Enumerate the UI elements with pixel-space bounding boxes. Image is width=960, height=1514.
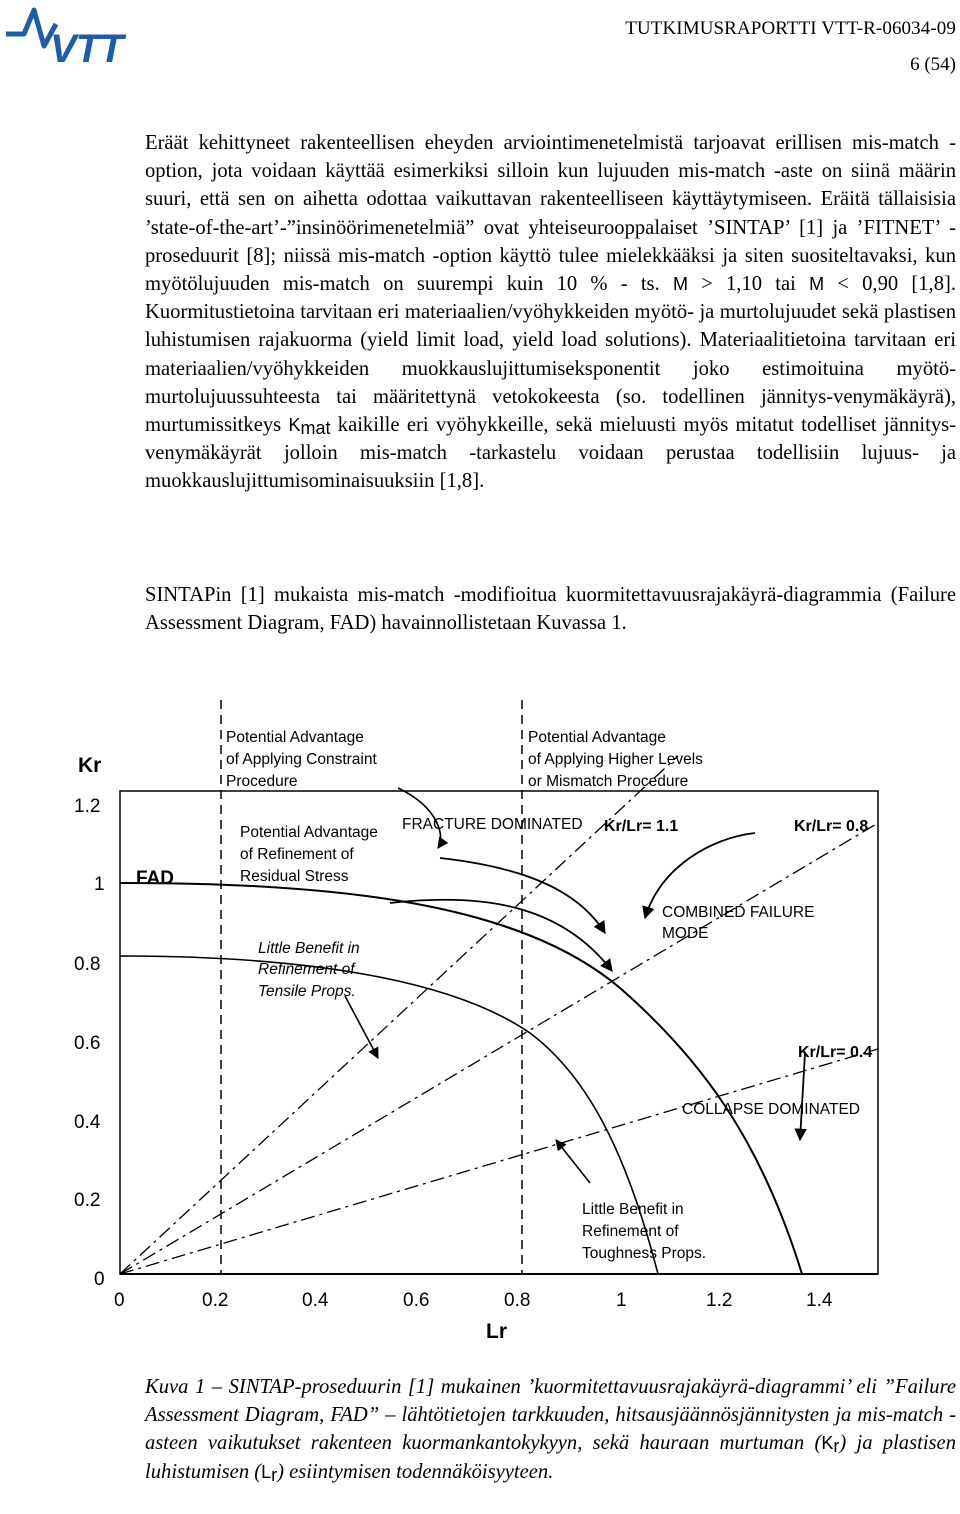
y-tick: 0 xyxy=(94,1269,105,1290)
y-axis-label: Kr xyxy=(78,754,102,777)
x-tick: 0.4 xyxy=(302,1290,329,1311)
x-tick: 1.2 xyxy=(706,1290,733,1311)
ratio-label-1-1: Kr/Lr= 1.1 xyxy=(604,818,679,835)
svg-text:of Applying Constraint: of Applying Constraint xyxy=(226,751,377,768)
svg-text:Residual Stress: Residual Stress xyxy=(240,868,349,885)
svg-text:Toughness Props.: Toughness Props. xyxy=(582,1245,707,1262)
arrow xyxy=(345,996,378,1058)
svg-text:Procedure: Procedure xyxy=(226,773,298,790)
load-line-0-4 xyxy=(120,1049,878,1274)
svg-text:Tensile Props.: Tensile Props. xyxy=(258,983,356,1000)
body-paragraph: Eräät kehittyneet rakenteellisen eheyden arviointimenetelmistä tarjoavat erillisen mis-match -option, jota voidaan käyttää esimerkiksi silloin kun lujuuden mis-match -aste on siinä määrin suuri, että sen on aihetta odottaa vaikuttavan rakenteelliseen käyttäytymiseen. Eräitä tällaisisia ’state-of-the-art’-”insinöörimenetelmiä” ovat yhteiseurooppalaiset ’SINTAP’ [1] ja ’FITNET’ -proseduurit [8]; niissä mis-match -option käyttö tulee mielekkääksi ja siten suositeltavaksi, kun myötölujuuden mis-match on suurempi kuin 10 % - ts. M > 1,10 tai M < 0,90 [1,8]. Kuormitustietoina tarvitaan eri materiaalien/vyöhykkeiden myötö- ja murtolujuudet sekä plastisen luhistumisen rajakuorma (yield limit load, yield load solutions). Materiaalitietoina tarvitaan eri materiaalien/vyöhykkeiden muokkauslujittumiseksponentit joko estimoituina myötö-murtolujuussuhteesta tai määritettynä vetokokeesta (so. todellinen jännitys-venymäkäyrä), murtumissitkeys $K_{mat}$ kaikille eri vyöhykkeille, sekä mieluusti myös mitatut todelliset jännitys-venymäkäyrät jolloin mis-match -tarkastelu voidaan perustaa todellisiin lujuus- ja muokkauslujittumisominaisuuksiin [1,8]. xyxy=(145,132,956,493)
figure-caption: Kuva 1 – SINTAP-proseduurin [1] mukainen ’kuormitettavuusrajakäyrä-diagrammi’ eli ”Failure Assessment Diagram, FAD” – lähtötietojen tarkkuuden, hitsausjäännösjännitysten ja mis-match -asteen vaikutukset rakenteen kuormankantokykyyn, sekä hauraan murtuman $(K_r)$ ja plastisen luhistumisen $(L_r)$ esiintymisen todennäköisyyteen. xyxy=(145,1376,956,1485)
x-tick: 1 xyxy=(616,1290,627,1311)
fad-figure xyxy=(60,688,900,1360)
y-tick: 0.6 xyxy=(74,1033,101,1054)
y-tick: 0.4 xyxy=(74,1112,101,1133)
logo-text: VTT xyxy=(50,27,123,64)
svg-text:Refinement of: Refinement of xyxy=(258,961,355,978)
svg-text:or Mismatch Procedure: or Mismatch Procedure xyxy=(528,773,689,790)
plot-frame xyxy=(120,791,878,1274)
svg-text:Refinement of: Refinement of xyxy=(582,1223,679,1240)
arrow xyxy=(390,900,612,971)
y-tick: 0.8 xyxy=(74,954,101,975)
svg-text:of Applying Higher Levels: of Applying Higher Levels xyxy=(528,751,703,768)
y-tick: 1.2 xyxy=(74,796,101,817)
x-tick: 0.8 xyxy=(504,1290,531,1311)
x-tick: 0.6 xyxy=(403,1290,430,1311)
x-tick: 0.2 xyxy=(202,1290,229,1311)
annotation-tensile xyxy=(258,940,360,1000)
svg-text:Little Benefit in: Little Benefit in xyxy=(582,1201,684,1218)
annotation-constraint xyxy=(226,729,377,790)
body-paragraph: SINTAPin [1] mukaista mis-match -modifioitua kuormitettavuusrajakäyrä-diagrammia (Failure Assessment Diagram, FAD) havainnollistetaan Kuvassa 1. xyxy=(145,584,956,635)
y-tick: 1 xyxy=(94,874,105,895)
svg-text:MODE: MODE xyxy=(662,925,709,942)
load-line-1-1 xyxy=(120,756,678,1274)
annotation-mismatch xyxy=(528,729,703,790)
svg-text:Potential Advantage: Potential Advantage xyxy=(240,824,378,841)
ratio-label-0-4: Kr/Lr= 0.4 xyxy=(798,1044,873,1061)
svg-text:Little Benefit in: Little Benefit in xyxy=(258,940,360,957)
annotation-residual-stress xyxy=(240,824,378,885)
x-tick: 0 xyxy=(114,1290,125,1311)
page-number: 6 (54) xyxy=(910,54,956,75)
logo-wave xyxy=(6,10,56,46)
ratio-label-0-8: Kr/Lr= 0.8 xyxy=(794,818,869,835)
vtt-logo xyxy=(4,4,160,64)
y-tick: 0.2 xyxy=(74,1190,101,1211)
fad-label: FAD xyxy=(136,868,174,889)
combined-label xyxy=(662,904,814,942)
load-line-0-8 xyxy=(120,823,878,1274)
report-id: TUTKIMUSRAPORTTI VTT-R-06034-09 xyxy=(625,18,956,39)
svg-text:COMBINED FAILURE: COMBINED FAILURE xyxy=(662,904,815,921)
arrow xyxy=(800,1053,805,1140)
svg-text:of Refinement of: of Refinement of xyxy=(240,846,354,863)
x-axis-label: Lr xyxy=(486,1320,507,1343)
x-tick: 1.4 xyxy=(806,1290,833,1311)
collapse-label: COLLAPSE DOMINATED xyxy=(682,1101,861,1118)
svg-text:Potential Advantage: Potential Advantage xyxy=(226,729,364,746)
fracture-label: FRACTURE DOMINATED xyxy=(402,816,583,833)
annotation-toughness xyxy=(582,1201,706,1262)
arrow xyxy=(556,1140,590,1183)
svg-text:Potential Advantage: Potential Advantage xyxy=(528,729,666,746)
